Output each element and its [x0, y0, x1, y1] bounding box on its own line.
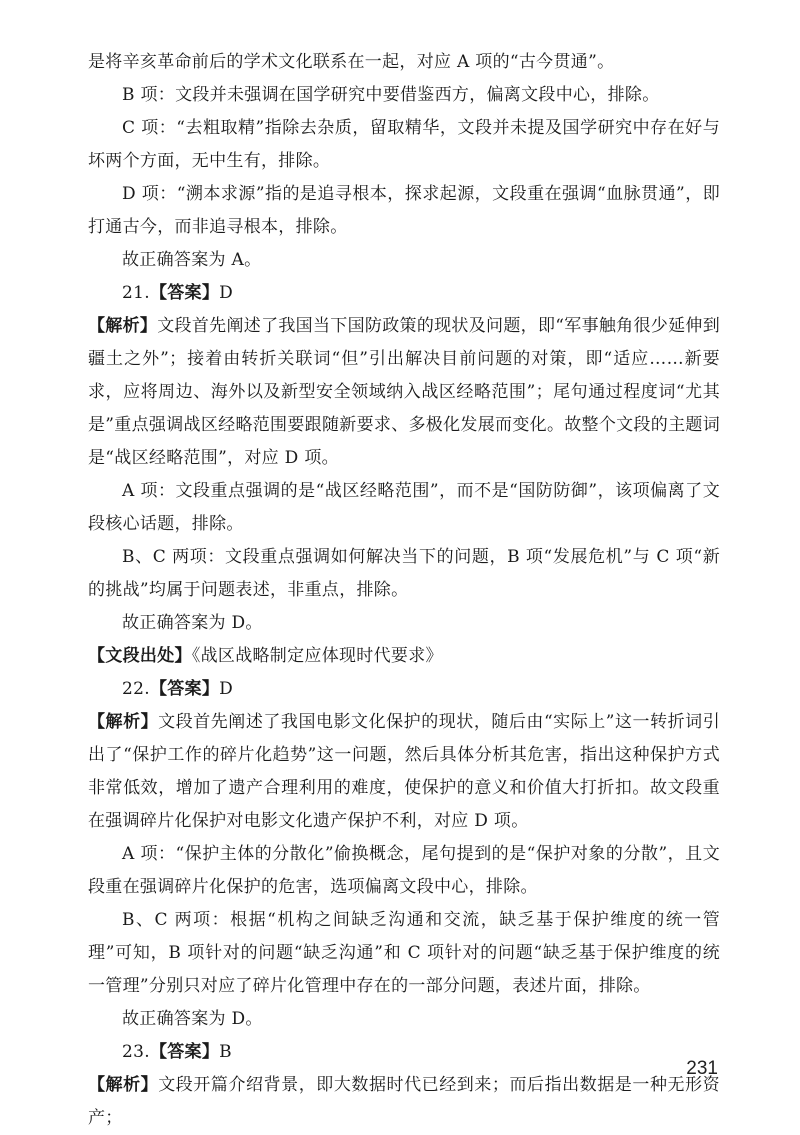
paragraph-3: C 项：“去粗取精”指除去杂质，留取精华，文段并未提及国学研究中存在好与坏两个方面，无中生有，排除。 — [88, 118, 720, 171]
answer-22 — [88, 673, 720, 706]
answer-value: B — [219, 1042, 232, 1062]
answer-23 — [88, 1036, 720, 1069]
answer-label: 【答案】 — [149, 1042, 220, 1062]
paragraph-14: A 项：“保护主体的分散化”偷换概念，尾句提到的是“保护对象的分散”，且文段重在强调碎片化保护的危害，选项偏离文段中心，排除。 — [88, 844, 720, 897]
paragraph-2: B 项：文段并未强调在国学研究中要借鉴西方，偏离文段中心，排除。 — [122, 85, 660, 105]
question-number: 21. — [122, 283, 150, 303]
paragraph-8: A 项：文段重点强调的是“战区经略范围”，而不是“国防防御”，该项偏离了文段核心话题，排除。 — [88, 481, 720, 534]
question-number: 23. — [122, 1042, 150, 1062]
answer-label: 【答案】 — [149, 283, 220, 303]
question-number: 22. — [122, 679, 150, 699]
analysis-text: 文段首先阐述了我国电影文化保护的现状，随后由“实际上”这一转折词引出了“保护工作的碎片化趋势”这一问题，然后具体分析其危害，指出这种保护方式非常低效，增加了遗产合理利用的难度，使保护的意义和价值大打折扣。故文段重在强调碎片化保护对电影文化遗产保护不利，对应 D 项。 — [88, 712, 721, 831]
paragraph-9: B、C 两项：文段重点强调如何解决当下的问题，B 项“发展危机”与 C 项“新的挑战”均属于问题表述，非重点，排除。 — [88, 547, 720, 600]
source-citation — [88, 640, 720, 673]
paragraph-1: 是将辛亥革命前后的学术文化联系在一起，对应 A 项的“古今贯通”。 — [88, 52, 615, 72]
answer-label: 【答案】 — [149, 679, 220, 699]
answer-value: D — [219, 679, 234, 699]
analysis-23 — [88, 1069, 720, 1135]
paragraph-4: D 项：“溯本求源”指的是追寻根本，探求起源，文段重在强调“血脉贯通”，即打通古今，而非追寻根本，排除。 — [88, 184, 720, 237]
paragraph-10: 故正确答案为 D。 — [122, 613, 263, 633]
analysis-text: 文段开篇介绍背景，即大数据时代已经到来；而后指出数据是一种无形资产； — [88, 1075, 720, 1128]
paragraph-5: 故正确答案为 A。 — [122, 250, 262, 270]
answer-value: D — [219, 283, 234, 303]
analysis-label: 【解析】 — [88, 316, 158, 336]
paragraph-16: 故正确答案为 D。 — [122, 1009, 263, 1029]
analysis-22 — [88, 706, 720, 838]
answer-21 — [88, 277, 720, 310]
source-label: 【文段出处】 — [88, 646, 192, 666]
analysis-label: 【解析】 — [88, 712, 159, 732]
analysis-text: 文段首先阐述了我国当下国防政策的现状及问题，即“军事触角很少延伸到疆土之外”；接着由转折关联词“但”引出解决目前问题的对策，即“适应……新要求，应将周边、海外以及新型安全领域纳入战区经略范围”；尾句通过程度词“尤其是”重点强调战区经略范围要跟随新要求、多极化发展而变化。故整个文段的主题词是“战区经略范围”，对应 D 项。 — [88, 316, 721, 468]
source-title: 《战区战略制定应体现时代要求》 — [191, 646, 443, 666]
paragraph-15: B、C 两项：根据“机构之间缺乏沟通和交流，缺乏基于保护维度的统一管理”可知，B 项针对的问题“缺乏沟通”和 C 项针对的问题“缺乏基于保护维度的统一管理”分别只对应了碎片化管理中存在的一部分问题，表述片面，排除。 — [88, 910, 720, 996]
analysis-label: 【解析】 — [88, 1075, 159, 1095]
analysis-21 — [88, 310, 720, 475]
page-number: 231 — [686, 1058, 718, 1079]
